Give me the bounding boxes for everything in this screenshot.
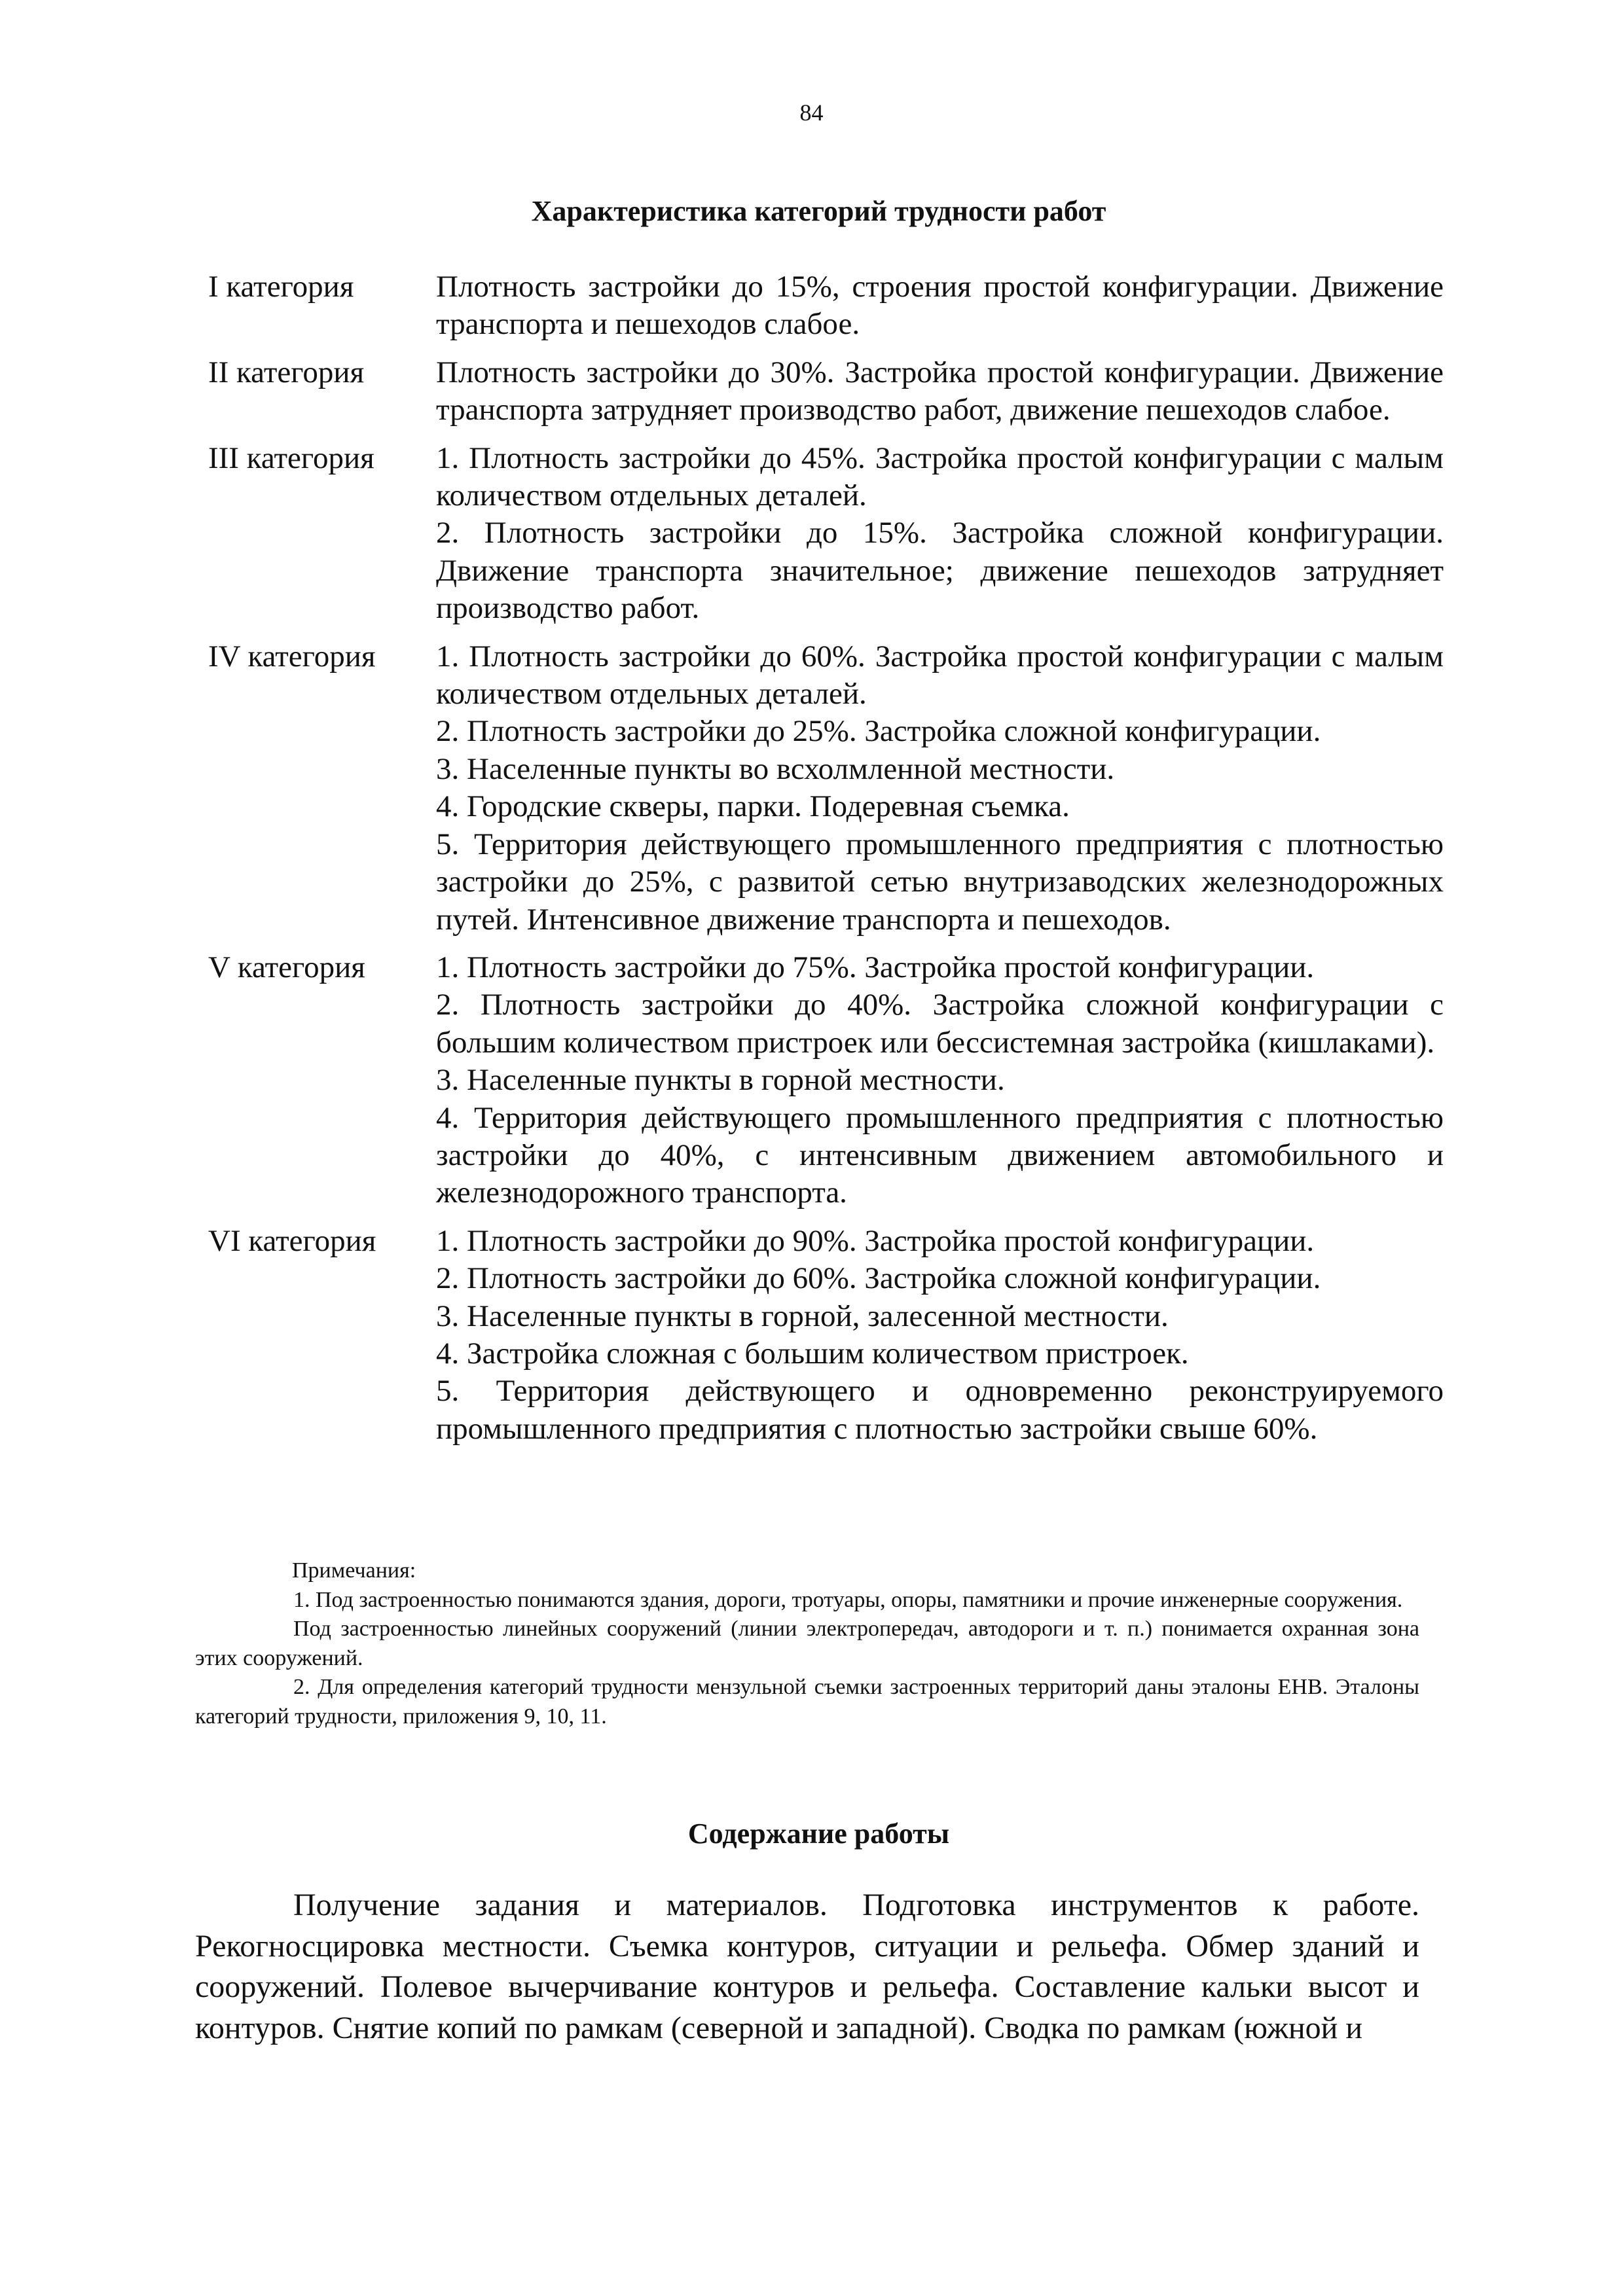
section-title-categories: Характеристика категорий трудности работ bbox=[531, 195, 1106, 227]
category-description bbox=[436, 1223, 1444, 1448]
notes-block bbox=[195, 1556, 1419, 1731]
category-item: Плотность застройки до 15%, строения простой конфигурации. Движение транспорта и пешеходов слабое. bbox=[436, 270, 1444, 342]
note-item: 1. Под застроенностью понимаются здания, дороги, тротуары, опоры, памятники и прочие инженерные сооружения. bbox=[293, 1587, 1403, 1612]
category-item: 1. Плотность застройки до 75%. Застройка простой конфигурации. bbox=[436, 950, 1315, 984]
category-row bbox=[208, 268, 1444, 354]
note-item: Под застроенностью линейных сооружений (линии электропередач, автодороги и т. п.) понимается охранная зона этих сооружений. bbox=[195, 1617, 1419, 1670]
work-content-paragraph: Получение задания и материалов. Подготовка инструментов к работе. Рекогносцировка местности. Съемка контуров, ситуации и рельефа. Обмер зданий и сооружений. Полевое вычерчивание контуров и рельефа. Составление кальки высот и контуров. Снятие копий по рамкам (северной и западной). Сводка по рамкам (южной и bbox=[195, 1888, 1419, 2046]
category-item: 5. Территория действующего промышленного предприятия с плотностью застройки до 25%, с развитой сетью внутризаводских железнодорожных путей. Интенсивное движение транспорта и пешеходов. bbox=[436, 827, 1444, 937]
page-number: 84 bbox=[799, 99, 824, 126]
notes-title: Примечания: bbox=[292, 1558, 416, 1583]
category-row bbox=[208, 949, 1444, 1223]
categories-table bbox=[208, 268, 1444, 1448]
category-item: 3. Населенные пункты во всхолмленной местности. bbox=[436, 751, 1115, 786]
category-name: II категория bbox=[208, 355, 365, 389]
category-item: 2. Плотность застройки до 60%. Застройка сложной конфигурации. bbox=[436, 1261, 1321, 1296]
category-row bbox=[208, 440, 1444, 638]
category-item: 1. Плотность застройки до 45%. Застройка простой конфигурации с малым количеством отдельных деталей. bbox=[436, 440, 1444, 513]
categories-table-body bbox=[208, 268, 1444, 1448]
category-item: 4. Городские скверы, парки. Подеревная съемка. bbox=[436, 789, 1070, 824]
category-description bbox=[436, 949, 1444, 1223]
category-item: 4. Застройка сложная с большим количеством пристроек. bbox=[436, 1336, 1189, 1371]
category-description bbox=[436, 268, 1444, 354]
category-item: 5. Территория действующего и одновременно реконструируемого промышленного предприятия с плотностью застройки свыше 60%. bbox=[436, 1374, 1444, 1446]
category-item: 1. Плотность застройки до 60%. Застройка простой конфигурации с малым количеством отдельных деталей. bbox=[436, 639, 1444, 711]
category-item: 3. Населенные пункты в горной, залесенной местности. bbox=[436, 1299, 1169, 1333]
category-row bbox=[208, 354, 1444, 440]
note-item: 2. Для определения категорий трудности мензульной съемки застроенных территорий даны эталоны ЕНВ. Эталоны категорий трудности, приложения 9, 10, 11. bbox=[195, 1675, 1419, 1729]
category-item: 2. Плотность застройки до 25%. Застройка сложной конфигурации. bbox=[436, 714, 1321, 749]
category-item: Плотность застройки до 30%. Застройка простой конфигурации. Движение транспорта затрудняет производство работ, движение пешеходов слабое. bbox=[436, 355, 1444, 427]
category-name: VI категория bbox=[208, 1223, 376, 1258]
category-description bbox=[436, 354, 1444, 440]
category-description bbox=[436, 440, 1444, 638]
category-row bbox=[208, 638, 1444, 949]
category-item: 2. Плотность застройки до 40%. Застройка сложной конфигурации с большим количеством пристроек или бессистемная застройка (кишлаками). bbox=[436, 988, 1444, 1060]
category-item: 4. Территория действующего промышленного предприятия с плотностью застройки до 40%, с интенсивным движением автомобильного и железнодорожного транспорта. bbox=[436, 1100, 1444, 1210]
section-title-work-content: Содержание работы bbox=[687, 1818, 950, 1850]
category-item: 3. Населенные пункты в горной местности. bbox=[436, 1063, 1005, 1098]
category-name: I категория bbox=[208, 270, 354, 304]
category-name: V категория bbox=[208, 950, 365, 984]
category-name: IV категория bbox=[208, 639, 376, 673]
category-name: III категория bbox=[208, 440, 374, 475]
category-item: 1. Плотность застройки до 90%. Застройка простой конфигурации. bbox=[436, 1223, 1315, 1258]
category-description bbox=[436, 638, 1444, 949]
category-item: 2. Плотность застройки до 15%. Застройка сложной конфигурации. Движение транспорта значительное; движение пешеходов затрудняет производство работ. bbox=[436, 516, 1444, 626]
category-row bbox=[208, 1223, 1444, 1448]
